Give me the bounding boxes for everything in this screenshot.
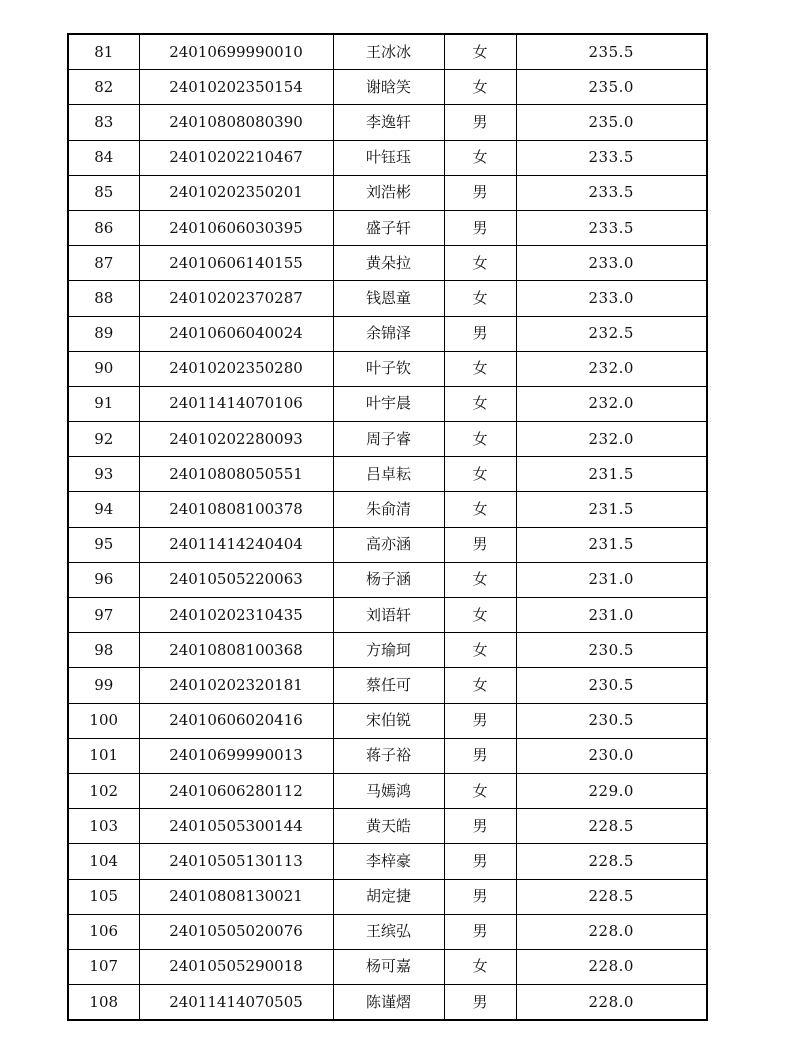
score-cell: 228.5 (516, 879, 707, 914)
table-row (68, 985, 707, 1021)
student-name-cell: 高亦涵 (333, 527, 444, 562)
candidate-id-cell: 24010606140155 (139, 246, 333, 281)
candidate-id-cell: 24010505290018 (139, 949, 333, 984)
rank-cell: 94 (68, 492, 139, 527)
student-name-cell: 吕卓耘 (333, 457, 444, 492)
table-row (68, 633, 707, 668)
gender-cell: 男 (444, 175, 516, 210)
table-row (68, 105, 707, 140)
gender-cell: 女 (444, 246, 516, 281)
gender-cell: 女 (444, 492, 516, 527)
rank-cell: 103 (68, 809, 139, 844)
score-cell: 232.0 (516, 386, 707, 421)
candidate-id-cell: 24010606040024 (139, 316, 333, 351)
gender-cell: 男 (444, 703, 516, 738)
table-row (68, 703, 707, 738)
table-row (68, 422, 707, 457)
student-name-cell: 叶宇晨 (333, 386, 444, 421)
score-cell: 228.0 (516, 985, 707, 1021)
candidate-id-cell: 24011414070505 (139, 985, 333, 1021)
score-cell: 228.0 (516, 914, 707, 949)
rank-cell: 96 (68, 562, 139, 597)
student-name-cell: 盛子轩 (333, 210, 444, 245)
candidate-id-cell: 24010505130113 (139, 844, 333, 879)
score-cell: 229.0 (516, 773, 707, 808)
rank-cell: 99 (68, 668, 139, 703)
gender-cell: 女 (444, 949, 516, 984)
score-cell: 231.5 (516, 527, 707, 562)
candidate-id-cell: 24010202280093 (139, 422, 333, 457)
student-name-cell: 周子睿 (333, 422, 444, 457)
table-row (68, 527, 707, 562)
candidate-id-cell: 24010606020416 (139, 703, 333, 738)
table-row (68, 316, 707, 351)
table-row (68, 914, 707, 949)
gender-cell: 男 (444, 879, 516, 914)
student-name-cell: 黄天皓 (333, 809, 444, 844)
candidate-id-cell: 24011414070106 (139, 386, 333, 421)
score-cell: 231.0 (516, 562, 707, 597)
table-row (68, 140, 707, 175)
student-name-cell: 杨子涵 (333, 562, 444, 597)
table-row (68, 562, 707, 597)
rank-cell: 86 (68, 210, 139, 245)
student-name-cell: 叶子钦 (333, 351, 444, 386)
table-row (68, 738, 707, 773)
table-row (68, 210, 707, 245)
score-table (67, 33, 708, 1021)
gender-cell: 女 (444, 633, 516, 668)
student-name-cell: 黄朵拉 (333, 246, 444, 281)
rank-cell: 92 (68, 422, 139, 457)
candidate-id-cell: 24010808100378 (139, 492, 333, 527)
score-cell: 228.5 (516, 809, 707, 844)
table-row (68, 281, 707, 316)
table-row (68, 175, 707, 210)
score-cell: 233.5 (516, 175, 707, 210)
rank-cell: 83 (68, 105, 139, 140)
candidate-id-cell: 24010202310435 (139, 598, 333, 633)
candidate-id-cell: 24010808130021 (139, 879, 333, 914)
table-row (68, 457, 707, 492)
score-cell: 235.0 (516, 105, 707, 140)
table-row (68, 844, 707, 879)
candidate-id-cell: 24010699990013 (139, 738, 333, 773)
candidate-id-cell: 24010699990010 (139, 34, 333, 70)
student-name-cell: 钱恩童 (333, 281, 444, 316)
table-row (68, 492, 707, 527)
candidate-id-cell: 24010202350280 (139, 351, 333, 386)
table-row (68, 773, 707, 808)
score-table-body (68, 34, 707, 1020)
score-cell: 232.0 (516, 351, 707, 386)
student-name-cell: 谢晗笑 (333, 70, 444, 105)
table-row (68, 598, 707, 633)
gender-cell: 女 (444, 70, 516, 105)
score-cell: 233.5 (516, 210, 707, 245)
score-cell: 231.5 (516, 492, 707, 527)
rank-cell: 84 (68, 140, 139, 175)
rank-cell: 106 (68, 914, 139, 949)
gender-cell: 男 (444, 105, 516, 140)
student-name-cell: 方瑜珂 (333, 633, 444, 668)
score-cell: 235.5 (516, 34, 707, 70)
student-name-cell: 刘浩彬 (333, 175, 444, 210)
candidate-id-cell: 24010202320181 (139, 668, 333, 703)
student-name-cell: 李逸轩 (333, 105, 444, 140)
gender-cell: 女 (444, 598, 516, 633)
table-row (68, 949, 707, 984)
gender-cell: 女 (444, 773, 516, 808)
table-row (68, 668, 707, 703)
candidate-id-cell: 24010202370287 (139, 281, 333, 316)
gender-cell: 男 (444, 316, 516, 351)
student-name-cell: 朱俞清 (333, 492, 444, 527)
score-cell: 231.5 (516, 457, 707, 492)
table-row (68, 70, 707, 105)
gender-cell: 男 (444, 527, 516, 562)
score-cell: 233.0 (516, 246, 707, 281)
table-row (68, 879, 707, 914)
score-cell: 230.5 (516, 668, 707, 703)
gender-cell: 女 (444, 351, 516, 386)
rank-cell: 100 (68, 703, 139, 738)
score-cell: 232.5 (516, 316, 707, 351)
student-name-cell: 马嫣鸿 (333, 773, 444, 808)
rank-cell: 102 (68, 773, 139, 808)
rank-cell: 107 (68, 949, 139, 984)
gender-cell: 女 (444, 386, 516, 421)
candidate-id-cell: 24010808050551 (139, 457, 333, 492)
score-cell: 230.0 (516, 738, 707, 773)
gender-cell: 女 (444, 422, 516, 457)
rank-cell: 104 (68, 844, 139, 879)
table-row (68, 351, 707, 386)
candidate-id-cell: 24010202210467 (139, 140, 333, 175)
student-name-cell: 蒋子裕 (333, 738, 444, 773)
rank-cell: 101 (68, 738, 139, 773)
student-name-cell: 叶钰珏 (333, 140, 444, 175)
rank-cell: 97 (68, 598, 139, 633)
gender-cell: 女 (444, 668, 516, 703)
score-cell: 233.0 (516, 281, 707, 316)
rank-cell: 85 (68, 175, 139, 210)
table-row (68, 386, 707, 421)
gender-cell: 男 (444, 914, 516, 949)
student-name-cell: 杨可嘉 (333, 949, 444, 984)
student-name-cell: 王缤弘 (333, 914, 444, 949)
rank-cell: 105 (68, 879, 139, 914)
candidate-id-cell: 24010202350154 (139, 70, 333, 105)
candidate-id-cell: 24010505300144 (139, 809, 333, 844)
score-cell: 231.0 (516, 598, 707, 633)
gender-cell: 女 (444, 562, 516, 597)
candidate-id-cell: 24011414240404 (139, 527, 333, 562)
gender-cell: 男 (444, 738, 516, 773)
table-row (68, 34, 707, 70)
score-cell: 230.5 (516, 633, 707, 668)
student-name-cell: 胡定捷 (333, 879, 444, 914)
candidate-id-cell: 24010808100368 (139, 633, 333, 668)
score-cell: 228.5 (516, 844, 707, 879)
candidate-id-cell: 24010505220063 (139, 562, 333, 597)
score-cell: 232.0 (516, 422, 707, 457)
gender-cell: 男 (444, 210, 516, 245)
candidate-id-cell: 24010606280112 (139, 773, 333, 808)
gender-cell: 男 (444, 809, 516, 844)
score-cell: 230.5 (516, 703, 707, 738)
rank-cell: 82 (68, 70, 139, 105)
rank-cell: 91 (68, 386, 139, 421)
rank-cell: 90 (68, 351, 139, 386)
student-name-cell: 余锦泽 (333, 316, 444, 351)
student-name-cell: 蔡任可 (333, 668, 444, 703)
gender-cell: 男 (444, 844, 516, 879)
rank-cell: 98 (68, 633, 139, 668)
candidate-id-cell: 24010505020076 (139, 914, 333, 949)
candidate-id-cell: 24010808080390 (139, 105, 333, 140)
score-cell: 228.0 (516, 949, 707, 984)
rank-cell: 87 (68, 246, 139, 281)
rank-cell: 89 (68, 316, 139, 351)
student-name-cell: 陈谨熠 (333, 985, 444, 1021)
gender-cell: 女 (444, 457, 516, 492)
rank-cell: 81 (68, 34, 139, 70)
rank-cell: 88 (68, 281, 139, 316)
gender-cell: 女 (444, 140, 516, 175)
gender-cell: 女 (444, 34, 516, 70)
rank-cell: 95 (68, 527, 139, 562)
student-name-cell: 宋伯锐 (333, 703, 444, 738)
table-row (68, 809, 707, 844)
student-name-cell: 李梓豪 (333, 844, 444, 879)
rank-cell: 93 (68, 457, 139, 492)
rank-cell: 108 (68, 985, 139, 1021)
student-name-cell: 王冰冰 (333, 34, 444, 70)
gender-cell: 男 (444, 985, 516, 1021)
candidate-id-cell: 24010606030395 (139, 210, 333, 245)
candidate-id-cell: 24010202350201 (139, 175, 333, 210)
score-cell: 233.5 (516, 140, 707, 175)
table-row (68, 246, 707, 281)
score-cell: 235.0 (516, 70, 707, 105)
student-name-cell: 刘语轩 (333, 598, 444, 633)
gender-cell: 女 (444, 281, 516, 316)
